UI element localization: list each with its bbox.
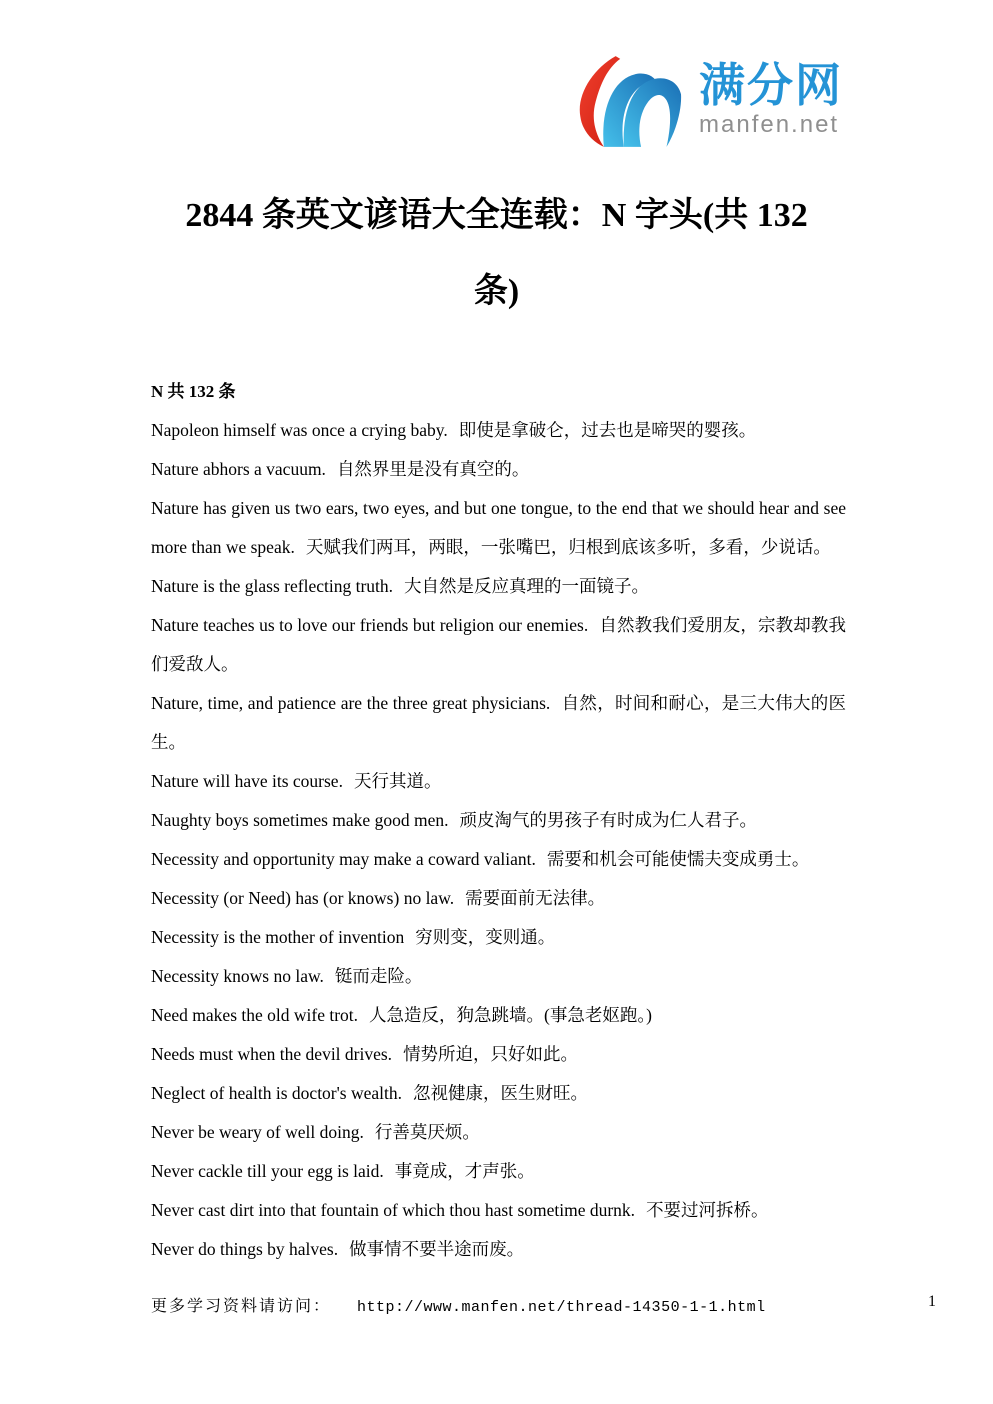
- proverb-chinese: 自然教我们爱朋友，宗教却教我们爱敌人。: [151, 615, 846, 674]
- proverb-entry: [151, 918, 846, 957]
- proverb-english: Necessity (or Need) has (or knows) no law.: [151, 888, 455, 908]
- footer-url-link[interactable]: http://www.manfen.net/thread-14350-1-1.html: [357, 1299, 766, 1316]
- proverb-english: Needs must when the devil drives.: [151, 1044, 393, 1064]
- page-title-line2: 条): [473, 273, 520, 310]
- proverb-chinese: 情势所迫，只好如此。: [403, 1044, 579, 1064]
- proverb-chinese: 穷则变，变则通。: [415, 927, 556, 947]
- proverb-english: Naughty boys sometimes make good men.: [151, 810, 449, 830]
- proverb-entry: [151, 1035, 846, 1074]
- proverb-entry: [151, 606, 846, 684]
- proverb-chinese: 人急造反，狗急跳墙。(事急老妪跑。): [369, 1005, 652, 1025]
- manfen-logo-m-icon: [573, 52, 691, 152]
- proverb-entry: [151, 879, 846, 918]
- proverb-chinese: 自然，时间和耐心，是三大伟大的医生。: [151, 693, 846, 752]
- proverb-entry: [151, 840, 846, 879]
- proverb-entry: [151, 411, 846, 450]
- logo: [573, 52, 843, 152]
- proverb-english: Never be weary of well doing.: [151, 1122, 364, 1142]
- proverb-chinese: 需要面前无法律。: [465, 888, 606, 908]
- proverb-entry: [151, 996, 846, 1035]
- proverb-chinese: 做事情不要半途而废。: [349, 1239, 525, 1259]
- brand-domain: manfen.net: [699, 110, 840, 138]
- proverb-chinese: 自然界里是没有真空的。: [336, 459, 530, 479]
- proverb-english: Nature is the glass reflecting truth.: [151, 576, 394, 596]
- proverb-chinese: 天赋我们两耳，两眼，一张嘴巴，归根到底该多听，多看，少说话。: [305, 537, 831, 557]
- proverb-english: Neglect of health is doctor's wealth.: [151, 1083, 402, 1103]
- proverb-entry: [151, 489, 846, 567]
- proverb-english: Necessity knows no law.: [151, 966, 324, 986]
- proverb-english: Nature teaches us to love our friends but religion our enemies.: [151, 615, 589, 635]
- proverb-section: [151, 372, 846, 1269]
- proverb-entry: [151, 1113, 846, 1152]
- page-footer: [151, 1293, 941, 1316]
- proverb-english: Nature abhors a vacuum.: [151, 459, 326, 479]
- proverb-english: Never cast dirt into that fountain of which thou hast sometime durnk.: [151, 1200, 636, 1220]
- proverb-list: [151, 411, 846, 1269]
- proverb-chinese: 事竟成，才声张。: [394, 1161, 535, 1181]
- proverb-english: Necessity is the mother of invention: [151, 927, 405, 947]
- proverb-chinese: 不要过河拆桥。: [646, 1200, 769, 1220]
- proverb-chinese: 顽皮淘气的男孩子有时成为仁人君子。: [459, 810, 757, 830]
- proverb-english: Nature has given us two ears, two eyes, and but one tongue, to the end that we should hear and see more than we speak.: [151, 498, 846, 557]
- proverb-chinese: 忽视健康，医生财旺。: [413, 1083, 588, 1103]
- proverb-english: Never do things by halves.: [151, 1239, 339, 1259]
- footer-label: 更多学习资料请访问：: [151, 1298, 332, 1315]
- proverb-entry: [151, 1230, 846, 1269]
- proverb-english: Need makes the old wife trot.: [151, 1005, 359, 1025]
- proverb-chinese: 大自然是反应真理的一面镜子。: [404, 576, 650, 596]
- proverb-english: Necessity and opportunity may make a coward valiant.: [151, 849, 536, 869]
- brand-name-chinese: 满分网: [699, 59, 843, 111]
- proverb-chinese: 行善莫厌烦。: [374, 1122, 480, 1142]
- proverb-entry: [151, 684, 846, 762]
- proverb-english: Napoleon himself was once a crying baby.: [151, 420, 448, 440]
- page-title-line1: 2844 条英文谚语大全连载：N 字头(共 132: [185, 197, 808, 234]
- proverb-chinese: 天行其道。: [353, 771, 442, 791]
- proverb-entry: [151, 1152, 846, 1191]
- proverb-english: Never cackle till your egg is laid.: [151, 1161, 384, 1181]
- proverb-entry: [151, 567, 846, 606]
- proverb-entry: [151, 1074, 846, 1113]
- proverb-entry: [151, 762, 846, 801]
- proverb-entry: [151, 801, 846, 840]
- proverb-chinese: 需要和机会可能使懦夫变成勇士。: [546, 849, 810, 869]
- section-heading: N 共 132 条: [151, 382, 236, 401]
- proverb-entry: [151, 1191, 846, 1230]
- proverb-chinese: 铤而走险。: [334, 966, 423, 986]
- proverb-english: Nature, time, and patience are the three great physicians.: [151, 693, 551, 713]
- page-number: 1: [928, 1293, 936, 1310]
- proverb-entry: [151, 957, 846, 996]
- page-title: [0, 178, 993, 330]
- proverb-chinese: 即使是拿破仑，过去也是啼哭的婴孩。: [458, 420, 757, 440]
- logo-text: [699, 60, 843, 139]
- proverb-english: Nature will have its course.: [151, 771, 343, 791]
- proverb-entry: [151, 450, 846, 489]
